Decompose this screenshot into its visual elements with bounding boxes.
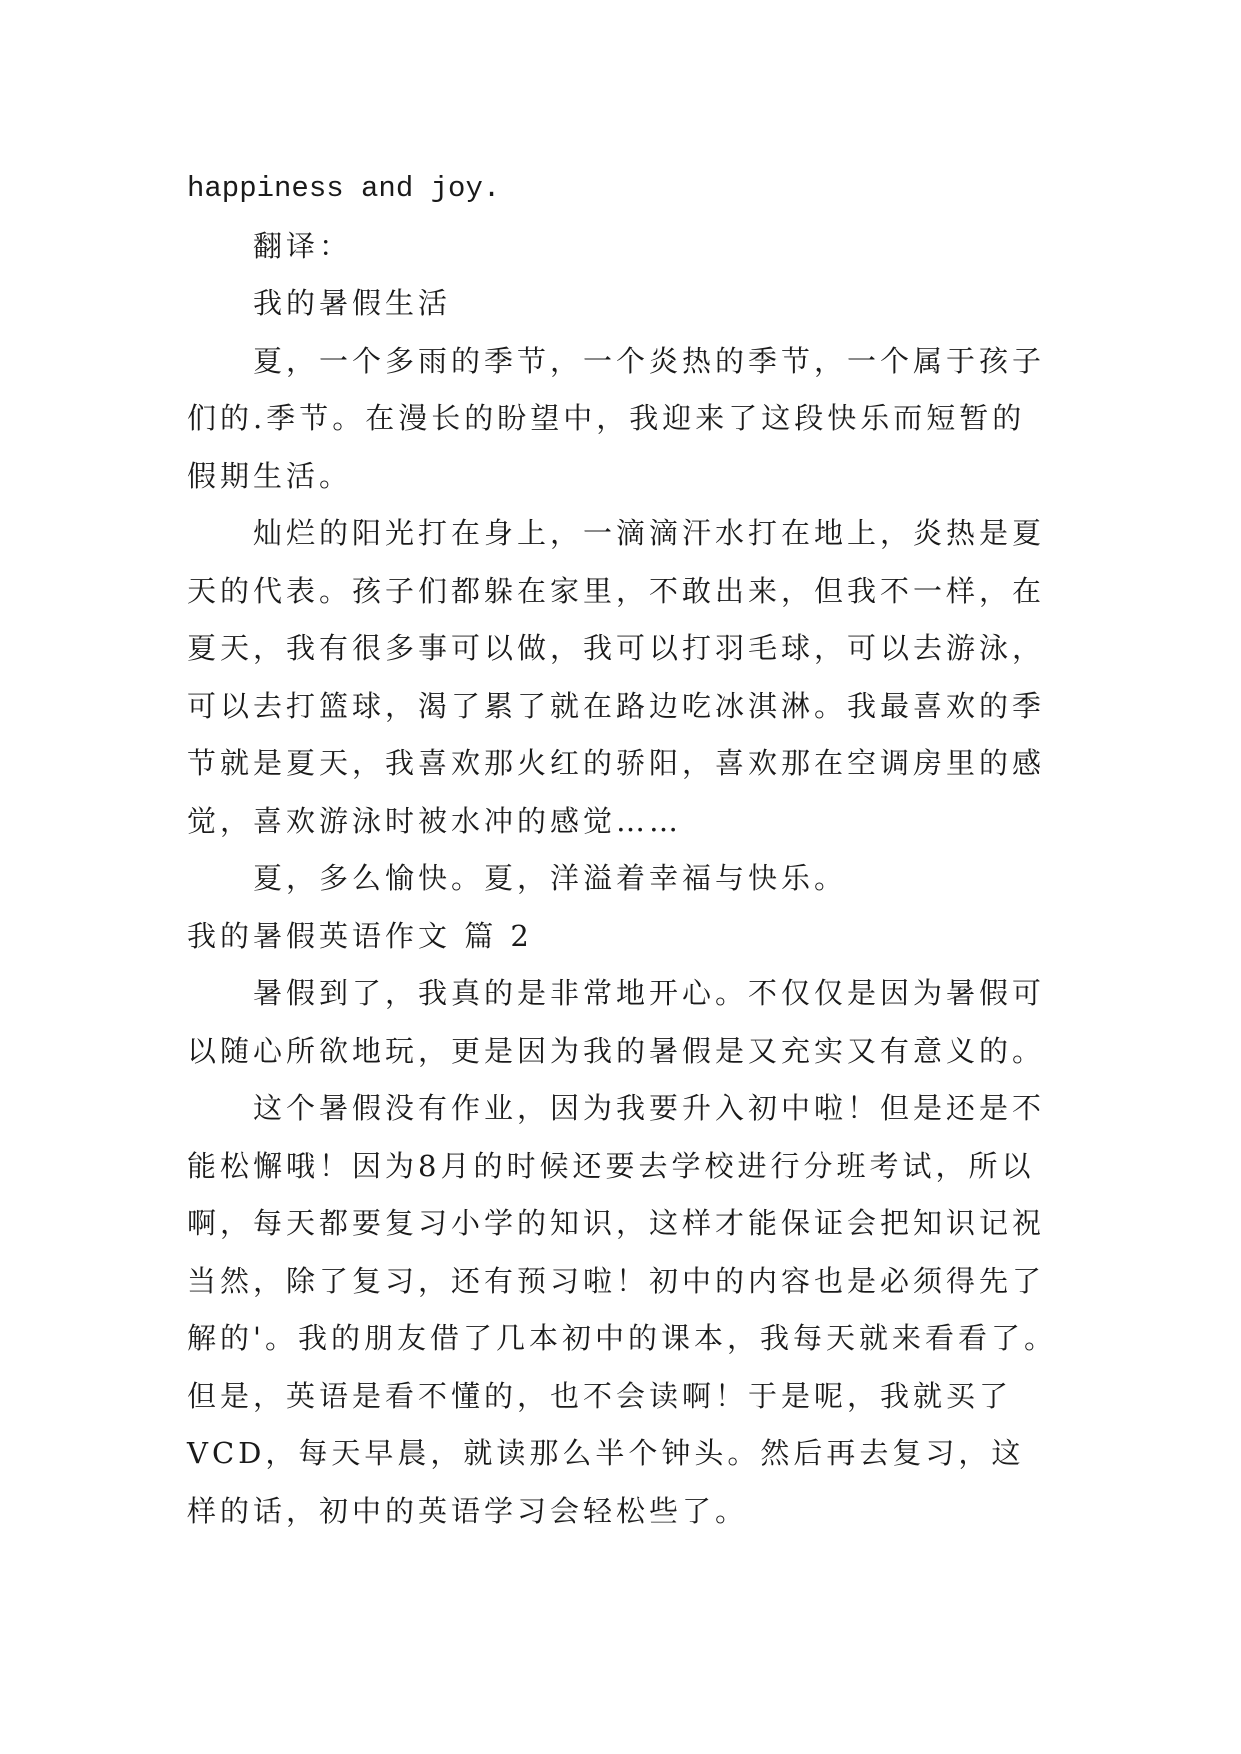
document-body xyxy=(187,160,1057,1540)
paragraph-vacation-joy: 暑假到了，我真的是非常地开心。不仅仅是因为暑假可以随心所欲地玩，更是因为我的暑假是又充实又有意义的。 xyxy=(187,976,1046,1068)
section-heading: 我的暑假英语作文 篇 2 xyxy=(187,918,533,953)
paragraph-study-plan: 这个暑假没有作业，因为我要升入初中啦！但是还是不能松懈哦！因为8月的时候还要去学校进行分班考试，所以啊，每天都要复习小学的知识，这样才能保证会把知识记祝当然，除了复习，还有预习啦！初中的内容也是必须得先了解的'。我的朋友借了几本初中的课本，我每天就来看看了。但是，英语是看不懂的，也不会读啊！于是呢，我就买了VCD，每天早晨，就读那么半个钟头。然后再去复习，这样的话，初中的英语学习会轻松些了。 xyxy=(187,1091,1057,1528)
paragraph-summer-intro: 夏，一个多雨的季节，一个炎热的季节，一个属于孩子们的.季节。在漫长的盼望中，我迎来了这段快乐而短暂的假期生活。 xyxy=(187,343,1046,493)
paragraph-english-ending: happiness and joy. xyxy=(187,172,501,205)
paragraph-translation-label: 翻译： xyxy=(253,228,353,263)
paragraph-summer-conclusion: 夏，多么愉快。夏，洋溢着幸福与快乐。 xyxy=(253,861,848,895)
paragraph-essay-title: 我的暑假生活 xyxy=(253,286,452,320)
paragraph-summer-activities: 灿烂的阳光打在身上，一滴滴汗水打在地上，炎热是夏天的代表。孩子们都躲在家里，不敢出来，但我不一样，在夏天，我有很多事可以做，我可以打羽毛球，可以去游泳，可以去打篮球，渴了累了就在路边吃冰淇淋。我最喜欢的季节就是夏天，我喜欢那火红的骄阳，喜欢那在空调房里的感觉，喜欢游泳时被水冲的感觉…… xyxy=(187,516,1046,838)
